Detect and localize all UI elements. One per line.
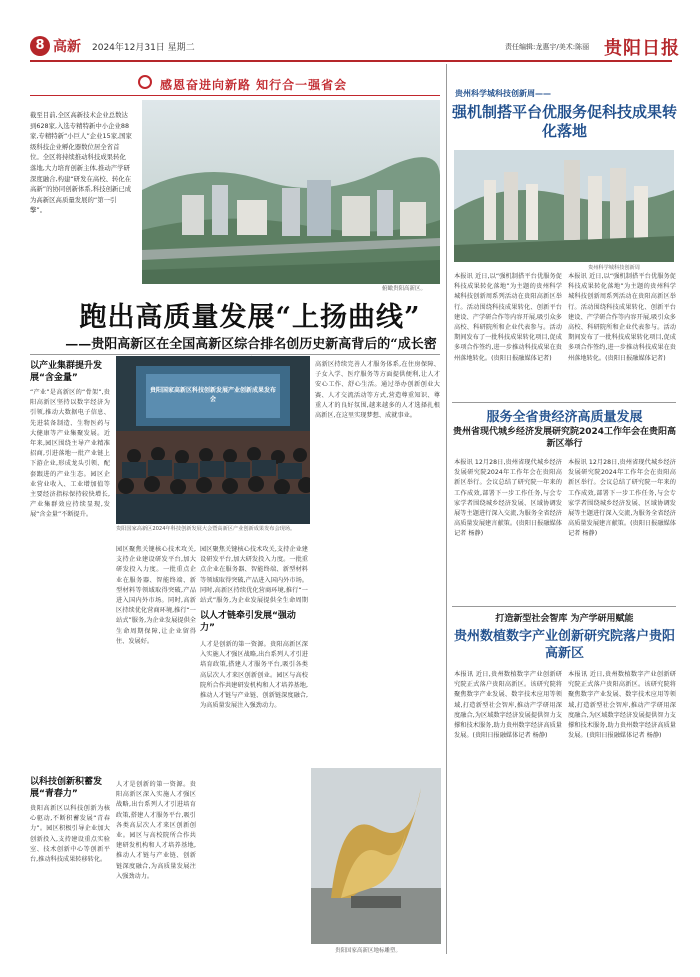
article-column-3: 人才是创新的第一资源。贵阳高新区深入实施人才强区战略,出台系列人才引进培育政策,搭建人才服务平台,吸引各类高层次人才来区创新创业。园区与高校院所合作共建研发机构和人才培养基地,推动人才链与产业链、创新链深度融合,为高质量发展注入强劲动力。 <box>200 641 308 710</box>
article-column-5: 贵阳高新区以科技创新为核心驱动,不断积蓄发展“青春力”。园区积极引导企业加大创新投入,支持建设重点实验室、技术创新中心等创新平台,推动科技成果转移转化。 <box>30 805 110 864</box>
right-article-tag: 贵州科学城科技创新周—— <box>455 89 551 98</box>
article-column-4: 高新区持续完善人才服务体系,在住房保障、子女入学、医疗服务等方面提供便利,让人才安心工作、舒心生活。通过举办创新创业大赛、人才交流活动等方式,营造尊重知识、尊重人才的良好氛围,越来越多的人才选择扎根高新区,在这里实现梦想、成就事业。 <box>315 361 440 420</box>
header-rule <box>30 60 672 62</box>
section-name: 高新 <box>53 39 81 55</box>
editor-credits: 责任编辑:龙惠宇/美术:陈丽 <box>505 43 590 51</box>
right-article-2-col-a: 本报讯 12月28日,贵州省现代城乡经济发展研究院2024年工作年会在贵阳高新区举行。会议总结了研究院一年来的工作成效,部署下一步工作任务,与会专家学者围绕城乡经济发展、区域协调发展等主题进行深入交流,为服务全省经济高质量发展建言献策。(贵阳日报融媒体记者 杨静) <box>454 459 562 538</box>
right-article-1-col-a: 本报讯 近日,以“强机制搭平台优服务促科技成果转化落地”为主题的贵州科学城科技创新周系列活动在贵阳高新区举行。活动围绕科技成果转化、创新平台建设、产学研合作等内容开展,吸引众多高校、科研院所和企业代表参与。活动期间发布了一批科技成果转化项目,促成多项合作签约,进一步推动科技成果在贵州落地转化。(贵阳日报融媒体记者) <box>454 273 562 362</box>
intro-text: 截至目前,全区高新技术企业总数达到628家,入选专精特新中小企业88家,专精特新“小巨人”企业15家,国家级科技企业孵化器数位居全省首位。全区将持续推动科技成果转化落地,大力培育创新主体,推动产学研深度融合,构建“研发在高校、转化在高新”的协同创新体系,科技创新已成为高新区高质量发展的“第一引擎”。 <box>30 111 132 215</box>
conference-screen-text: 贵阳国家高新区科技创新发展产业创新成果发布会 <box>149 387 276 403</box>
issue-date: 2024年12月31日 星期二 <box>92 43 195 53</box>
article-column-1: “产业”是高新区的“骨架”,贵阳高新区坚持以数字经济为引领,推动大数据电子信息、先进装备制造、生物医药与大健康等产业集聚发展。近年来,园区围绕主导产业精准招商,引进落地一批产业链上下游企业,形成龙头引领、配套跟进的产业生态。园区企业营业收入、工业增加值等主要经济指标保持较快增长,产业集群效应持续显现,发展“含金量”不断提升。 <box>30 389 110 519</box>
right-article-3-col-a: 本报讯 近日,贵州数植数字产业创新研究院正式落户贵阳高新区。该研究院将聚焦数字产业发展、数字技术应用等领域,打造新型社会智库,推动产学研用深度融合,为区域数字经济发展提供智力支撑和技术服务,助力贵州数字经济高质量发展。(贵阳日报融媒体记者 杨静) <box>454 671 562 740</box>
section-heading-industry: 以产业集群提升发展“含金量” <box>30 361 103 383</box>
topic-banner <box>130 73 430 93</box>
right-rule-1 <box>452 402 676 403</box>
conference-photo-caption: 贵阳国家高新区2024年科技创新发展大会暨高新区产业创新成果发布会现场。 <box>116 526 296 532</box>
article-column-2: 园区聚焦关键核心技术攻关,支持企业建设研发平台,加大研发投入力度。一批重点企业在服务器、智能终端、新型材料等领域取得突破,产品进入国内外市场。同时,高新区持续优化营商环境,推行“一站式”服务,为企业发展提供全生命周期保障,让企业留得住、发展好。 <box>116 546 196 645</box>
section-heading-talent: 以人才链牵引发展“强动力” <box>200 611 296 633</box>
city-photo-caption: 贵州科学城科技创新周 <box>588 265 640 271</box>
right-headline-2: 服务全省贵经济高质量发展 <box>486 410 643 425</box>
sculpture-photo <box>311 768 441 944</box>
right-article-1-col-b: 本报讯 近日,以“强机制搭平台优服务促科技成果转化落地”为主题的贵州科学城科技创新周系列活动在贵阳高新区举行。活动围绕科技成果转化、创新平台建设、产学研合作等内容开展,吸引众多高校、科研院所和企业代表参与。活动期间发布了一批科技成果转化项目,促成多项合作签约,进一步推动科技成果在贵州落地转化。(贵阳日报融媒体记者) <box>568 273 676 362</box>
headline-rule <box>30 354 440 355</box>
right-headline-1: 强机制搭平台优服务促科技成果转化落地 <box>452 103 678 140</box>
article-column-6: 人才是创新的第一资源。贵阳高新区深入实施人才强区战略,出台系列人才引进培育政策,搭建人才服务平台,吸引各类高层次人才来区创新创业。园区与高校院所合作共建研发机构和人才培养基地,推动人才链与产业链、创新链深度融合,为高质量发展注入强劲动力。 <box>116 781 196 880</box>
right-headline-3: 打造新型社会智库 为产学研用赋能 <box>495 614 634 624</box>
banner-title: 感恩奋进向新路 知行合一强省会 <box>160 78 348 92</box>
page-header <box>0 34 700 62</box>
page-number: 8 <box>30 36 50 56</box>
main-headline: 跑出高质量发展“上扬曲线” <box>79 302 421 333</box>
banner-rule <box>30 95 440 96</box>
aerial-photo-caption: 俯瞰贵阳高新区。 <box>382 286 427 292</box>
right-subheadline-3: 贵州数植数字产业创新研究院落户贵阳高新区 <box>453 629 675 661</box>
banner-emblem-icon <box>138 75 152 89</box>
aerial-photo <box>142 100 440 284</box>
right-subheadline-2: 贵州省现代城乡经济发展研究院2024工作年会在贵阳高新区举行 <box>452 427 677 449</box>
conference-photo <box>116 356 310 524</box>
right-article-2-col-b: 本报讯 12月28日,贵州省现代城乡经济发展研究院2024年工作年会在贵阳高新区举行。会议总结了研究院一年来的工作成效,部署下一步工作任务,与会专家学者围绕城乡经济发展、区域协调发展等主题进行深入交流,为服务全省经济高质量发展建言献策。(贵阳日报融媒体记者 杨静) <box>568 459 676 538</box>
section-heading-innovation: 以科技创新积蓄发展“青春力” <box>30 777 103 799</box>
city-photo <box>454 150 674 262</box>
masthead-logo: 贵阳日报 <box>604 38 680 59</box>
main-subheadline: ——贵阳高新区在全国高新区综合排名创历史新高背后的“成长密 <box>65 337 437 352</box>
right-rule-2 <box>452 606 676 607</box>
right-article-3-col-b: 本报讯 近日,贵州数植数字产业创新研究院正式落户贵阳高新区。该研究院将聚焦数字产业发展、数字技术应用等领域,打造新型社会智库,推动产学研用深度融合,为区域数字经济发展提供智力支撑和技术服务,助力贵州数字经济高质量发展。(贵阳日报融媒体记者 杨静) <box>568 671 676 740</box>
article-column-2b: 园区聚焦关键核心技术攻关,支持企业建设研发平台,加大研发投入力度。一批重点企业在服务器、智能终端、新型材料等领域取得突破,产品进入国内外市场。同时,高新区持续优化营商环境,推行“一站式”服务,为企业发展提供全生命周期 <box>200 546 308 605</box>
column-divider <box>446 64 447 954</box>
sculpture-photo-caption: 贵阳国家高新区地标雕塑。 <box>335 948 402 954</box>
